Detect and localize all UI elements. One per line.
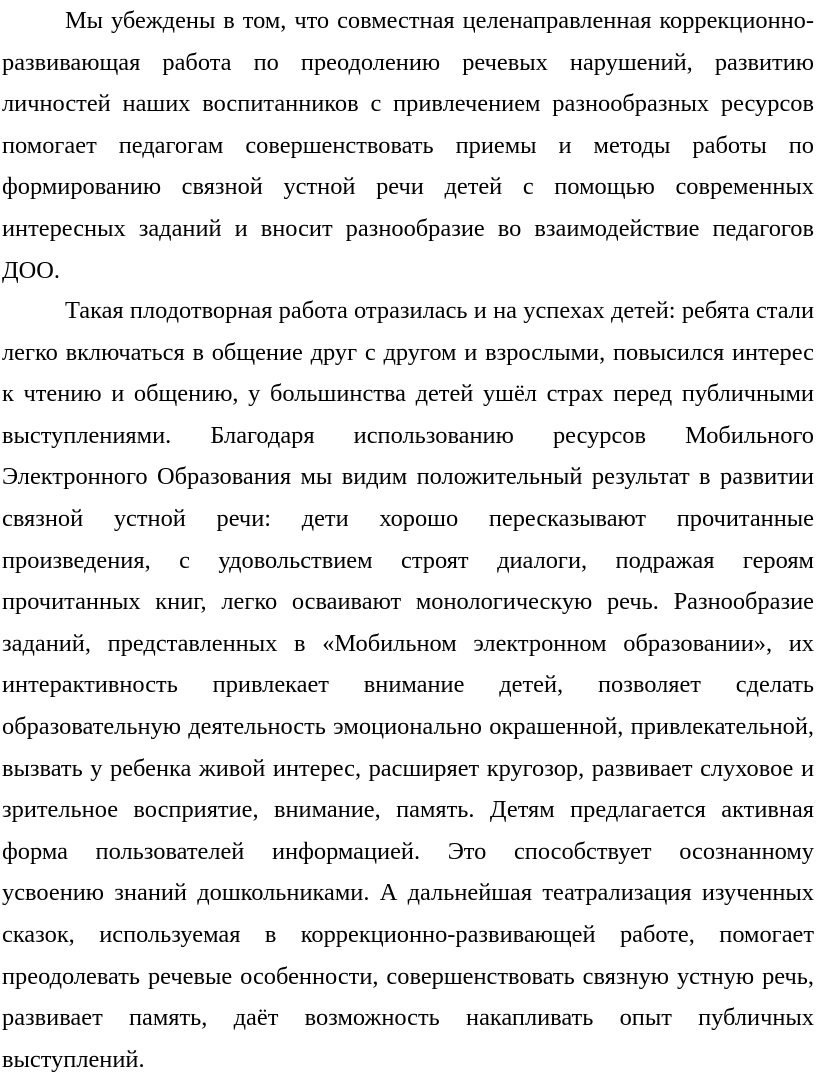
paragraph-1: Мы убеждены в том, что совместная целенаправленная коррекционно-развивающая работа по преодолению речевых нарушений, развитию личностей наших воспитанников с привлечением разнообразных ресурсов помогает педагогам совершенствовать приемы и методы работы по формированию связной устной речи детей с помощью современных интересных заданий и вносит разнообразие во взаимодействие педагогов ДОО. xyxy=(2,7,814,284)
paragraph-2: Такая плодотворная работа отразилась и на успехах детей: ребята стали легко включаться в общение друг с другом и взрослыми, повысился интерес к чтению и общению, у большинства детей ушёл страх перед публичными выступлениями. Благодаря использованию ресурсов Мобильного Электронного Образования мы видим положительный результат в развитии связной устной речи: дети хорошо пересказывают прочитанные произведения, с удовольствием строят диалоги, подражая героям прочитанных книг, легко осваивают монологическую речь. Разнообразие заданий, представленных в «Мобильном электронном образовании», их интерактивность привлекает внимание детей, позволяет сделать образовательную деятельность эмоционально окрашенной, привлекательной, вызвать у ребенка живой интерес, расширяет кругозор, развивает слуховое и зрительное восприятие, внимание, память. Детям предлагается активная форма пользователей информацией. Это способствует осознанному усвоению знаний дошкольниками. А дальнейшая театрализация изученных сказок, используемая в коррекционно-развивающей работе, помогает преодолевать речевые особенности, совершенствовать связную устную речь, развивает память, даёт возможность накапливать опыт публичных выступлений. xyxy=(2,297,814,1073)
